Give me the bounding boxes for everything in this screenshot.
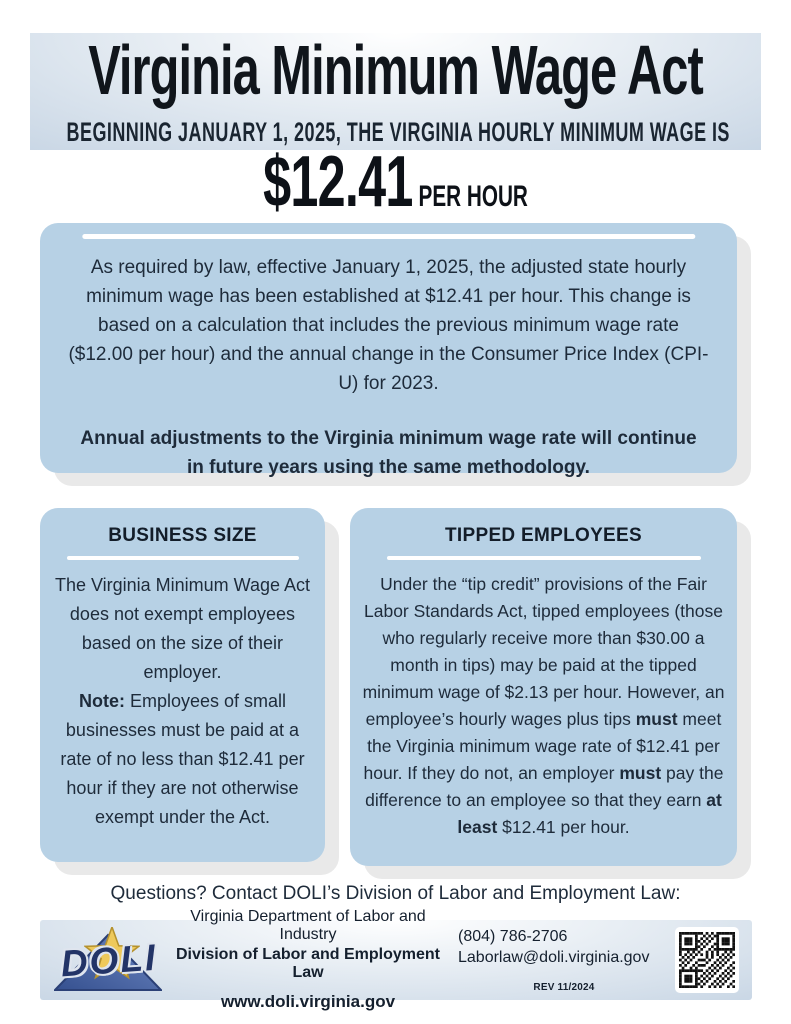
division-name: Division of Labor and Employment Law	[175, 946, 441, 981]
summary-bold-note: Annual adjustments to the Virginia minimum wage rate will continue in future years using the same methodology.	[80, 428, 697, 478]
questions-line: Questions? Contact DOLI’s Division of Labor and Employment Law:	[110, 883, 681, 904]
tipped-employees-box	[350, 508, 737, 866]
footer-bar	[40, 908, 752, 1011]
phone-number: (804) 786-2706	[458, 927, 568, 945]
footer-org-block	[174, 908, 442, 1012]
org-name: Virginia Department of Labor and Industry	[190, 908, 426, 943]
logo-text: DOLI	[59, 936, 159, 985]
header-band	[30, 33, 761, 150]
footer-contact-block	[458, 926, 670, 995]
revision-label: REV 11/2024	[533, 981, 595, 993]
summary-paragraph: As required by law, effective January 1, 2025, the adjusted state hourly minimum wage has been established at $12.41 per hour. This change is based on a calculation that includes the previous minimum wage rate ($12.00 per hour) and the annual change in the Consumer Price Index (CPI-U) for 2023.	[68, 257, 709, 394]
divider-line	[387, 556, 701, 560]
wage-amount: $12.41	[263, 141, 413, 222]
divider-line	[82, 234, 695, 239]
wage-unit: PER HOUR	[418, 179, 528, 213]
summary-box	[40, 223, 737, 478]
business-size-text: The Virginia Minimum Wage Act does not exempt employees based on the size of their employer. Note: Employees of small businesses must be paid at a rate of no less than $12.41 per hour if they are not otherwise exempt under the Act.	[54, 575, 311, 827]
wage-line	[103, 141, 688, 222]
tipped-employees-text: Under the “tip credit” provisions of the Fair Labor Standards Act, tipped employees (those who regularly receive more than $30.00 a month in tips) may be paid at the tipped minimum wage of $2.13 per hour. However, an employee’s hourly wages plus tips must meet the Virginia minimum wage rate of $12.41 per hour. If they do not, an employer must pay the difference to an employee so that they earn at least $12.41 per hour.	[362, 574, 725, 837]
website-text: www.doli.virginia.gov	[220, 992, 396, 1011]
tipped-employees-title: TIPPED EMPLOYEES	[445, 525, 642, 546]
business-size-title: BUSINESS SIZE	[108, 525, 257, 546]
page-title: Virginia Minimum Wage Act	[88, 32, 703, 110]
qr-code	[675, 927, 739, 993]
divider-line	[67, 556, 299, 560]
business-size-box	[40, 508, 325, 862]
doli-logo	[50, 927, 168, 993]
email-address: Laborlaw@doli.virginia.gov	[458, 949, 650, 967]
qr-code-image	[679, 932, 735, 988]
header-subtitle: BEGINNING JANUARY 1, 2025, THE VIRGINIA HOURLY MINIMUM WAGE IS	[66, 118, 730, 148]
